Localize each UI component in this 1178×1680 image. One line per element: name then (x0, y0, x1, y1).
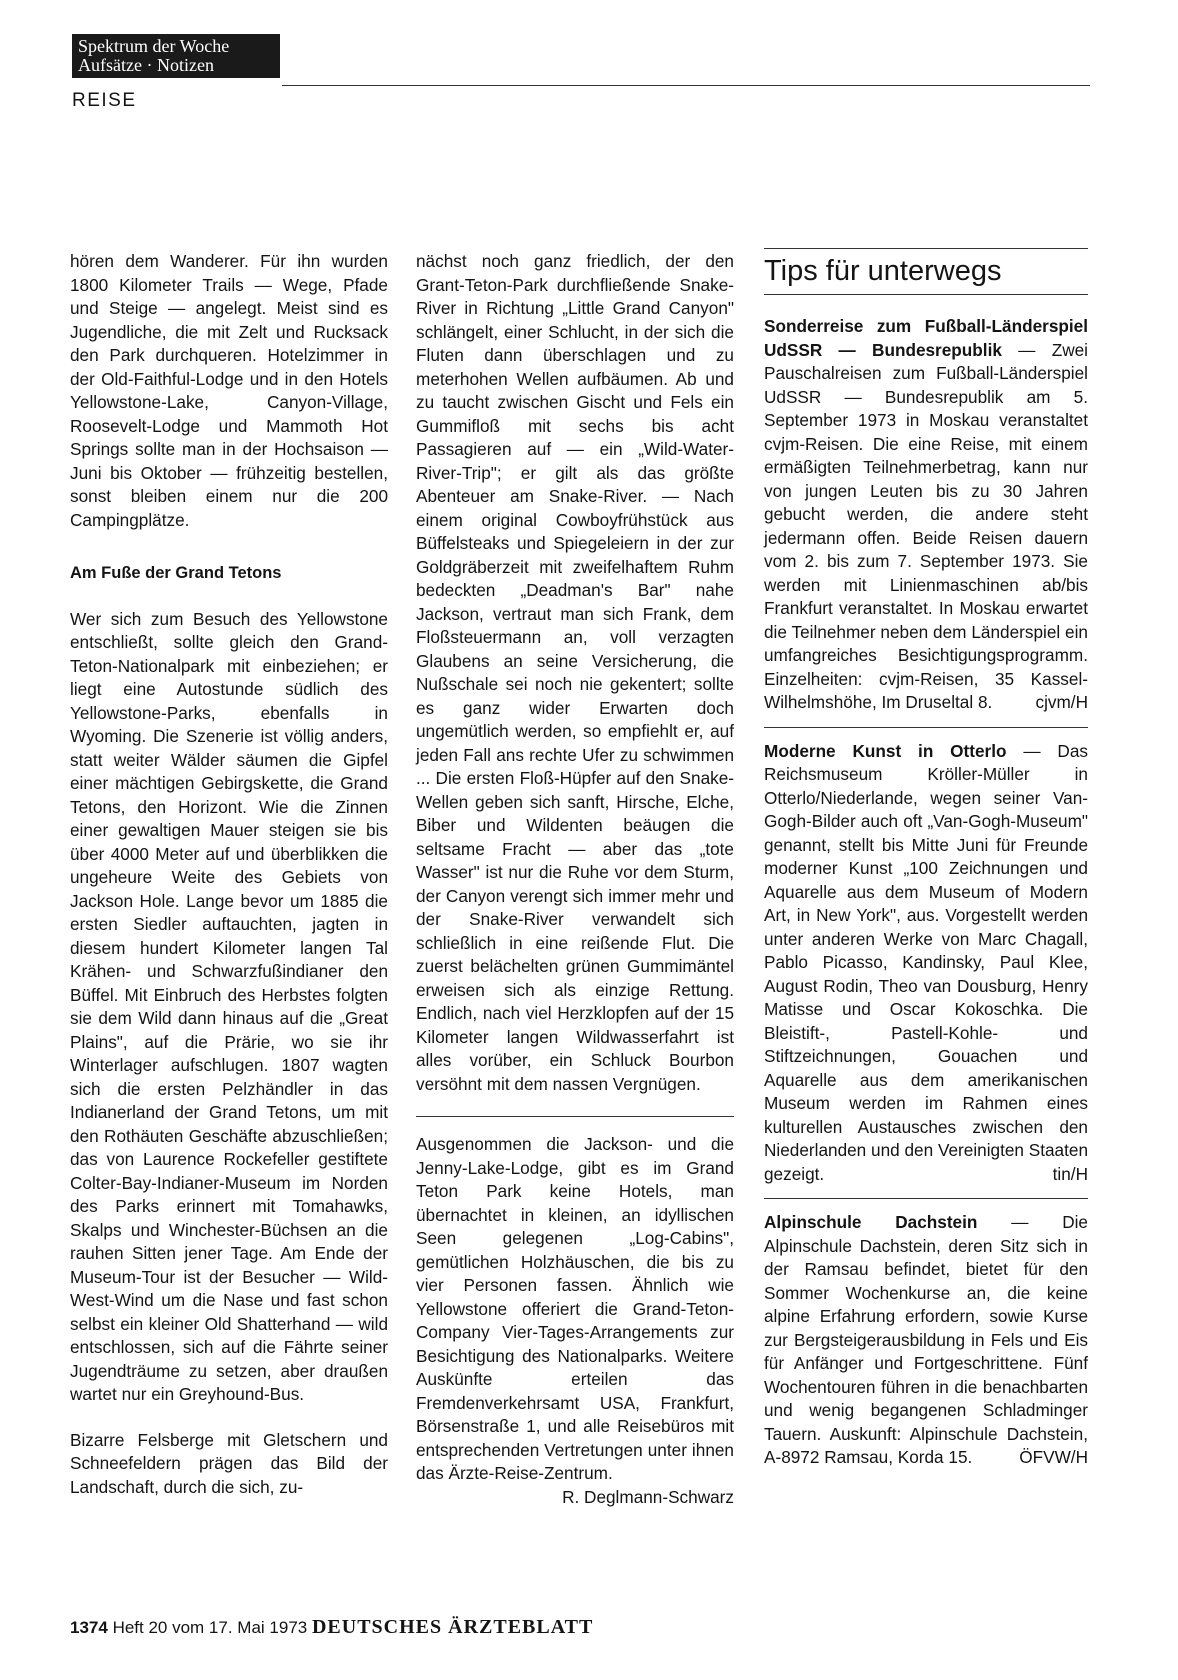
issue-info: Heft 20 vom 17. Mai 1973 (112, 1618, 308, 1637)
section-label: REISE (72, 90, 137, 111)
column-2-paragraph-1: nächst noch ganz friedlich, der den Grant-Teton-Park durchfließende Snake-River in Richtung „Little Grand Canyon" schlängelt, einer Schlucht, in der sich die Fluten dann überschlagen und zu meterhohen Wellen aufbäumen. Ab und zu taucht zwischen Gischt und Fels ein Gummifloß mit sechs bis acht Passagieren auf — ein „Wild-Water-River-Trip"; er gilt als das größte Abenteuer am Snake-River. — Nach einem original Cowboyfrühstück aus Büffelsteaks und Spiegeleiern in der zur Goldgräberzeit mit zweifelhaftem Ruhm bedeckten „Deadman's Bar" nahe Jackson, vertraut man sich Frank, dem Floßsteuermann an, voll verzagten Glaubens an seine Versicherung, die Nußschale sei noch nie gekentert; sollte es ganz wider Erwarten doch ungemütlich werden, so empfiehlt er, auf jeden Fall ans rechte Ufer zu schwimmen ... Die ersten Floß-Hüpfer auf den Snake-Wellen geben sich sanft, Hirsche, Elche, Biber und Wildenten beäugen die seltsame Fracht — aber das „tote Wasser" ist nur die Ruhe vor dem Sturm, der Canyon verengt sich immer mehr und der Snake-River verwandelt sich schließlich in eine reißende Flut. Die zuerst belächelten grünen Gummimäntel erweisen sich als einzige Rettung. Endlich, nach viel Herzklopfen auf der 15 Kilometer langen Wildwasserfahrt ist alles vorüber, ein Schluck Bourbon versöhnt mit dem nassen Vergnügen. (416, 251, 734, 1094)
subheading-grand-tetons: Am Fuße der Grand Tetons (70, 564, 282, 582)
column-1-paragraph-3: Bizarre Felsberge mit Gletschern und Schneefeldern prägen das Bild der Landschaft, durch die sich, zu- (70, 1429, 388, 1497)
author-signature: R. Deglmann-Schwarz (562, 1486, 734, 1507)
tip-divider-2 (764, 1198, 1088, 1199)
department-header-box (72, 34, 280, 78)
tips-title: Tips für unterwegs (764, 255, 1002, 287)
column-1-paragraph-2: Wer sich zum Besuch des Yellowstone entschließt, sollte gleich den Grand-Teton-Nationalpark mit einbeziehen; er liegt eine Autostunde südlich des Yellowstone-Parks, ebenfalls in Wyoming. Die Szenerie ist völlig anders, statt weiter Wälder säumen die Gipfel einer mächtigen Gebirgskette, die Grand Tetons, den Horizont. Wie die Zinnen einer gewaltigen Mauer steigen sie bis über 4000 Meter auf und überblikken die ungeheure Weite des Gebiets von Jackson Hole. Lange bevor um 1885 die ersten Siedler auftauchten, jagten in diesem hundert Kilometer langen Tal Krähen- und Schwarzfußindianer den Büffel. Mit Einbruch des Herbstes folgten sie dem Wild dann hinaus auf die „Great Plains", auf die Prärie, wo sie ihr Winterlager aufschlugen. 1807 wagten sich die ersten Pelzhändler in das Indianerland der Grand Tetons, um mit den Rothäuten Geschäfte abzuschließen; das von Laurence Rockefeller gestiftete Colter-Bay-Indianer-Museum im Norden des Parks erinnert mit Tomahawks, Skalps und Winchester-Büchsen an die rauhen Sitten jener Tage. Am Ende der Museum-Tour ist der Besucher — Wild-West-Wind um die Nase und fast schon selbst ein kleiner Old Shatterhand — wild entschlossen, sich auf die Fährte seiner Jugendträume zu setzen, aber draußen wartet nur ein Greyhound-Bus. (70, 608, 388, 1404)
column-2-paragraph-2 (416, 1133, 734, 1507)
tip-item-otterlo-body: — Das Reichsmuseum Kröller-Müller in Otterlo/Niederlande, wegen seiner Van-Gogh-Bilder auch oft „Van-Gogh-Museum" genannt, stellt bis Mitte Juni für Freunde moderner Kunst „100 Zeichnungen und Aquarelle aus dem Museum of Modern Art, in New York", aus. Vorgestellt werden unter anderen Werke von Marc Chagall, Pablo Picasso, Kandinsky, Paul Klee, August Rodin, Theo van Dousburg, Henry Matisse und Oscar Kokoschka. Die Bleistift-, Pastell-Kohle- und Stiftzeichnungen, Gouachen und Aquarelle aus dem amerikanischen Museum werden im Rahmen eines kulturellen Austausches zwischen den Niederlanden und den Vereinigten Staaten gezeigt. (764, 740, 1088, 1184)
tip-item-football (764, 315, 1088, 715)
tip-item-dachstein-lead: Alpinschule Dachstein (764, 1212, 978, 1232)
tip-item-dachstein-body: — Die Alpinschule Dachstein, deren Sitz sich in der Ramsau befindet, bietet für den Sommer Wochenkurse an, die keine alpine Erfahrung erfordern, sowie Kurse zur Bergsteigerausbildung in Fels und Eis für Anfänger und Fortgeschrittene. Fünf Wochentouren führen in die benachbarten und wenig begangenen Schladminger Tauern. Auskunft: Alpinschule Dachstein, A-8972 Ramsau, Korda 15. (764, 1212, 1088, 1467)
tip-item-football-lead: Sonderreise zum Fußball-Länderspiel UdSSR — Bundesrepublik (764, 316, 1088, 360)
column-2-paragraph-2-text: Ausgenommen die Jackson- und die Jenny-Lake-Lodge, gibt es im Grand Teton Park keine Hotels, man übernachtet in kleinen, an idyllischen Seen gelegenen „Log-Cabins", gemütlichen Holzhäuschen, die bis zu vier Personen fassen. Ähnlich wie Yellowstone offeriert die Grand-Teton-Company Vier-Tages-Arrangements zur Besichtigung des Nationalparks. Weitere Auskünfte erteilen das Fremdenverkehrsamt USA, Frankfurt, Börsenstraße 1, und alle Reisebüros mit entsprechenden Vertretungen unter ihnen das Ärzte-Reise-Zentrum. (416, 1134, 734, 1483)
tip-item-football-signature: cjvm/H (1035, 692, 1088, 712)
department-subtitle: Aufsätze · Notizen (78, 55, 214, 75)
column-2 (416, 250, 734, 1509)
column-1-paragraph-1: hören dem Wanderer. Für ihn wurden 1800 Kilometer Trails — Wege, Pfade und Steige — angelegt. Meist sind es Jugendliche, die mit Zelt und Rucksack den Park durchqueren. Hotelzimmer in der Old-Faithful-Lodge und in den Hotels Yellowstone-Lake, Canyon-Village, Roosevelt-Lodge und Mammoth Hot Springs sollte man in der Hochsaison — Juni bis Oktober — frühzeitig bestellen, sonst bleiben einem nur die 200 Campingplätze. (70, 251, 388, 530)
tip-item-dachstein (764, 1211, 1088, 1470)
tips-top-rule (764, 248, 1088, 249)
tip-item-otterlo-signature: tin/H (1052, 1163, 1088, 1184)
page-number: 1374 (70, 1618, 108, 1637)
column-2-divider (416, 1116, 734, 1117)
header-rule (282, 85, 1090, 86)
tip-item-dachstein-signature: ÖFVW/H (1019, 1447, 1088, 1467)
tips-column (764, 250, 1088, 1470)
tip-item-otterlo-lead: Moderne Kunst in Otterlo (764, 740, 1007, 761)
column-1 (70, 250, 388, 1499)
magazine-name: DEUTSCHES ÄRZTEBLATT (311, 1616, 594, 1638)
tip-item-football-body: — Zwei Pauschalreisen zum Fußball-Länderspiel UdSSR — Bundesrepublik am 5. September 1973 in Moskau veranstaltet cvjm-Reisen. Die eine Reise, mit einem ermäßigten Teilnehmerbetrag, kann nur von jungen Leuten bis zu 30 Jahren gebucht werden, die andere steht jedermann offen. Beide Reisen dauern vom 2. bis zum 7. September 1973. Sie werden mit Linienmaschinen ab/bis Frankfurt veranstaltet. In Moskau erwartet die Teilnehmer neben dem Länderspiel ein umfangreiches Besichtigungsprogramm. Einzelheiten: cvjm-Reisen, 35 Kassel-Wilhelmshöhe, Im Druseltal 8. (764, 339, 1088, 712)
tip-item-otterlo (764, 740, 1088, 1187)
department-title: Spektrum der Woche (78, 36, 230, 56)
page-footer (70, 1616, 593, 1639)
tips-title-rule (764, 294, 1088, 295)
tip-divider-1 (764, 727, 1088, 728)
